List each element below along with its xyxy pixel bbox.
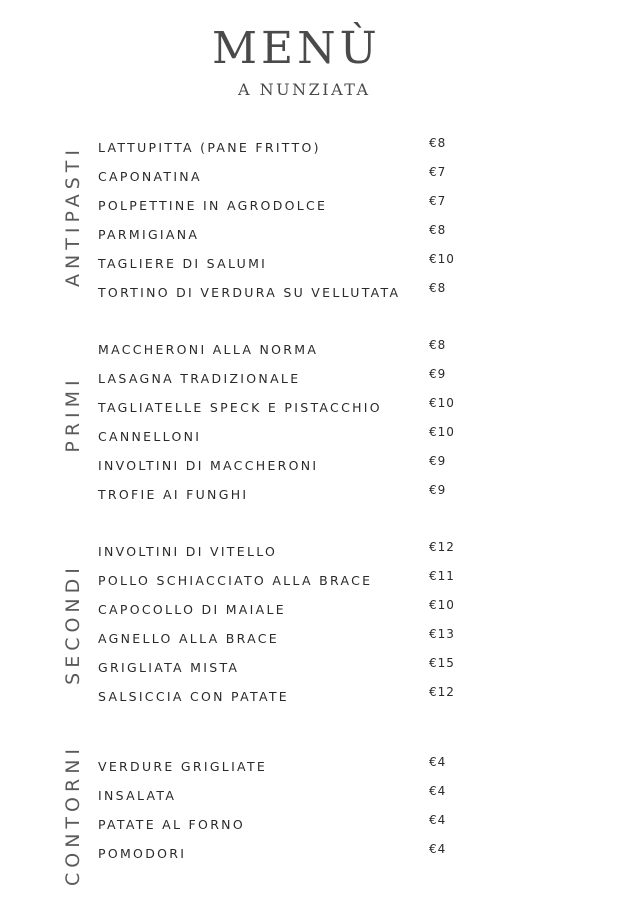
item-price: €9: [429, 367, 447, 381]
menu-item: [0, 842, 640, 866]
item-name: PARMIGIANA: [98, 227, 200, 242]
item-name: INVOLTINI DI MACCHERONI: [98, 458, 319, 473]
menu-item: [0, 223, 640, 247]
section-label-antipasti: ANTIPASTI: [62, 145, 84, 287]
menu-item: [0, 425, 640, 449]
item-price: €4: [429, 842, 447, 856]
menu-item: [0, 685, 640, 709]
section-antipasti: [0, 136, 640, 310]
item-price: €4: [429, 755, 447, 769]
item-price: €4: [429, 813, 447, 827]
menu-item: [0, 367, 640, 391]
menu-item: [0, 338, 640, 362]
item-price: €12: [429, 540, 455, 554]
item-price: €13: [429, 627, 455, 641]
item-price: €8: [429, 223, 447, 237]
item-price: €11: [429, 569, 455, 583]
item-name: INSALATA: [98, 788, 177, 803]
restaurant-name: A NUNZIATA: [238, 80, 371, 99]
menu-item: [0, 194, 640, 218]
menu-item: [0, 755, 640, 779]
item-price: €8: [429, 338, 447, 352]
menu-item: [0, 598, 640, 622]
menu-item: [0, 784, 640, 808]
item-price: €7: [429, 194, 447, 208]
section-label-contorni: CONTORNI: [62, 743, 84, 887]
menu-item: [0, 656, 640, 680]
item-price: €8: [429, 281, 447, 295]
menu-item: [0, 540, 640, 564]
item-name: TAGLIERE DI SALUMI: [98, 256, 268, 271]
item-price: €7: [429, 165, 447, 179]
item-name: MACCHERONI ALLA NORMA: [98, 342, 319, 357]
item-price: €15: [429, 656, 455, 670]
item-price: €8: [429, 136, 447, 150]
menu-item: [0, 165, 640, 189]
item-name: INVOLTINI DI VITELLO: [98, 544, 278, 559]
item-name: POLPETTINE IN AGRODOLCE: [98, 198, 328, 213]
menu-item: [0, 281, 640, 305]
menu-item: [0, 454, 640, 478]
item-price: €4: [429, 784, 447, 798]
section-secondi: [0, 540, 640, 714]
section-label-secondi: SECONDI: [62, 563, 84, 685]
item-name: LASAGNA TRADIZIONALE: [98, 371, 301, 386]
item-name: POMODORI: [98, 846, 187, 861]
item-name: LATTUPITTA (PANE FRITTO): [98, 140, 321, 155]
item-price: €10: [429, 396, 455, 410]
menu-item: [0, 813, 640, 837]
item-name: TORTINO DI VERDURA SU VELLUTATA: [98, 285, 401, 300]
item-price: €10: [429, 598, 455, 612]
item-name: CAPONATINA: [98, 169, 202, 184]
item-name: GRIGLIATA MISTA: [98, 660, 240, 675]
menu-item: [0, 627, 640, 651]
menu-item: [0, 569, 640, 593]
item-price: €10: [429, 252, 455, 266]
section-label-primi: PRIMI: [62, 375, 84, 453]
item-name: POLLO SCHIACCIATO ALLA BRACE: [98, 573, 373, 588]
menu-item: [0, 483, 640, 507]
item-name: PATATE AL FORNO: [98, 817, 245, 832]
item-price: €9: [429, 454, 447, 468]
item-name: AGNELLO ALLA BRACE: [98, 631, 279, 646]
item-price: €10: [429, 425, 455, 439]
section-primi: [0, 338, 640, 512]
item-name: VERDURE GRIGLIATE: [98, 759, 268, 774]
menu-item: [0, 252, 640, 276]
item-name: TAGLIATELLE SPECK E PISTACCHIO: [98, 400, 382, 415]
menu-title: MENÙ: [212, 23, 381, 74]
item-name: TROFIE AI FUNGHI: [98, 487, 249, 502]
menu-item: [0, 396, 640, 420]
item-name: CAPOCOLLO DI MAIALE: [98, 602, 286, 617]
item-price: €12: [429, 685, 455, 699]
item-name: SALSICCIA CON PATATE: [98, 689, 289, 704]
item-name: CANNELLONI: [98, 429, 202, 444]
menu-item: [0, 136, 640, 160]
item-price: €9: [429, 483, 447, 497]
section-contorni: [0, 743, 640, 887]
